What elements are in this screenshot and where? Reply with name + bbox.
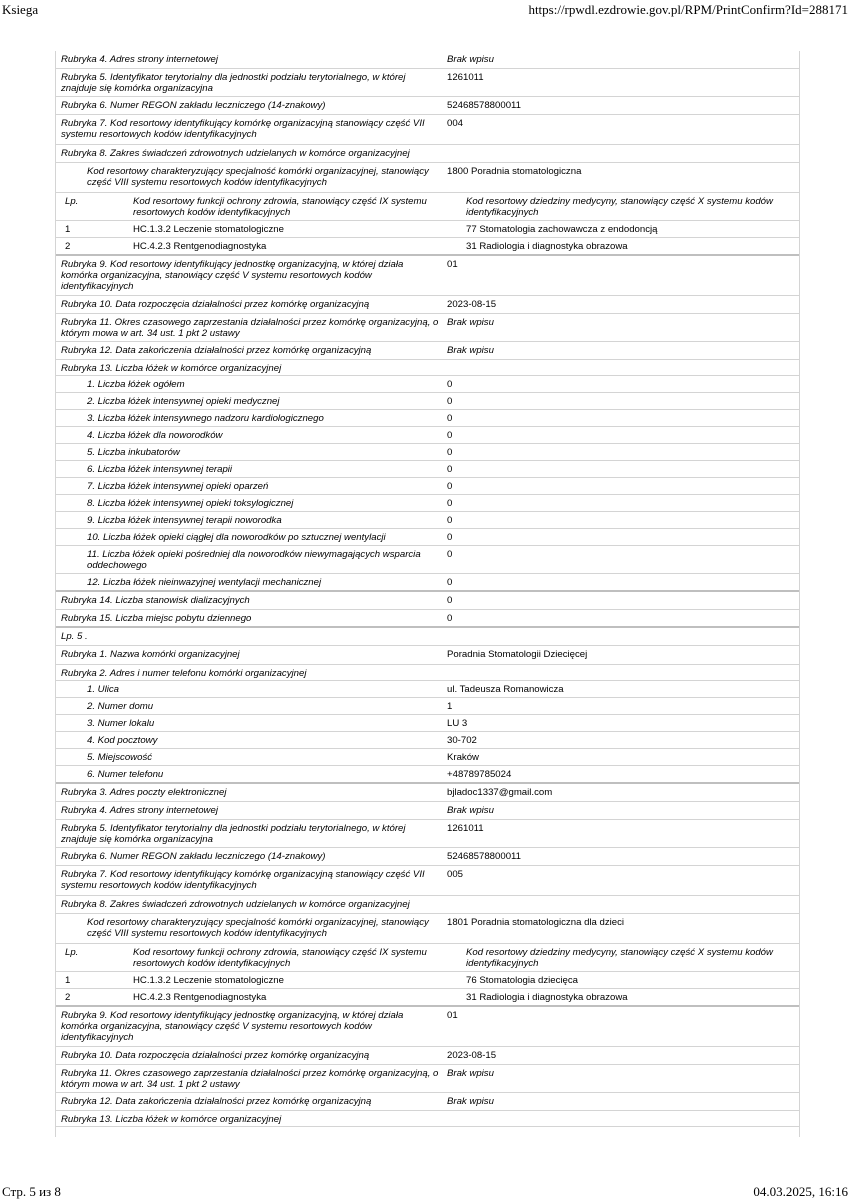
field-label: Kod resortowy charakteryzujący specjalność komórki organizacyjnej, stanowiący część VIII systemu resortowych kodów identyfikacyjnych bbox=[87, 917, 429, 939]
field-value: LU 3 bbox=[447, 718, 468, 729]
field-value: 1801 Poradnia stomatologiczna dla dzieci bbox=[447, 917, 625, 928]
field-label: 4. Liczba łóżek dla noworodków bbox=[87, 430, 223, 441]
field-label: 3. Numer lokalu bbox=[87, 718, 155, 729]
cell-ix: HC.4.2.3 Rentgenodiagnostyka bbox=[133, 241, 267, 252]
field-label: 7. Liczba łóżek intensywnej opieki oparzeń bbox=[87, 481, 269, 492]
field-label: Rubryka 8. Zakres świadczeń zdrowotnych udzielanych w komórce organizacyjnej bbox=[61, 899, 410, 910]
field-label: 5. Liczba inkubatorów bbox=[87, 447, 180, 458]
u4-rubryka-14 bbox=[56, 592, 799, 610]
field-value: 2023-08-15 bbox=[447, 299, 497, 310]
field-label: Rubryka 4. Adres strony internetowej bbox=[61, 805, 218, 816]
u5-rubryka-9 bbox=[56, 1007, 799, 1047]
field-value: 01 bbox=[447, 259, 458, 270]
field-value: 0 bbox=[447, 464, 453, 475]
table-row bbox=[56, 238, 799, 256]
table-row bbox=[56, 972, 799, 989]
u5-rubryka-11 bbox=[56, 1065, 799, 1093]
field-label: Rubryka 6. Numer REGON zakładu leczniczego (14-znakowy) bbox=[61, 100, 326, 111]
print-datetime: 04.03.2025, 16:16 bbox=[753, 1184, 848, 1199]
table-row bbox=[56, 221, 799, 238]
print-header bbox=[0, 0, 849, 20]
field-value: 0 bbox=[447, 577, 453, 588]
field-value: 0 bbox=[447, 447, 453, 458]
th-lp: Lp. bbox=[65, 196, 79, 207]
u5-rubryka-1 bbox=[56, 646, 799, 665]
list-item bbox=[56, 393, 799, 410]
field-value: Brak wpisu bbox=[447, 54, 494, 65]
field-value: 1 bbox=[447, 701, 453, 712]
list-item bbox=[56, 681, 799, 698]
u5-rubryka-5 bbox=[56, 820, 799, 848]
table-row bbox=[56, 989, 799, 1007]
field-label: Rubryka 6. Numer REGON zakładu leczniczego (14-znakowy) bbox=[61, 851, 326, 862]
field-value: Poradnia Stomatologii Dziecięcej bbox=[447, 649, 588, 660]
field-label: Rubryka 1. Nazwa komórki organizacyjnej bbox=[61, 649, 240, 660]
field-label: Rubryka 9. Kod resortowy identyfikujący jednostkę organizacyjną, w której działa komórka organizacyjna, stanowiący część V systemu resortowych kodów identyfikacyjnych bbox=[61, 1010, 404, 1043]
field-value: 0 bbox=[447, 498, 453, 509]
field-label: Rubryka 13. Liczba łóżek w komórce organizacyjnej bbox=[61, 363, 282, 374]
field-label: Rubryka 2. Adres i numer telefonu komórki organizacyjnej bbox=[61, 668, 307, 679]
cell-ix: HC.1.3.2 Leczenie stomatologiczne bbox=[133, 224, 284, 235]
cell-lp: 2 bbox=[65, 992, 71, 1003]
u4-rubryka-5 bbox=[56, 69, 799, 97]
field-label: 6. Liczba łóżek intensywnej terapii bbox=[87, 464, 233, 475]
th-lp: Lp. bbox=[65, 947, 79, 958]
field-label: 2. Liczba łóżek intensywnej opieki medycznej bbox=[87, 396, 280, 407]
u5-rubryka-3 bbox=[56, 784, 799, 802]
field-value: Brak wpisu bbox=[447, 1068, 494, 1079]
field-value: 004 bbox=[447, 118, 464, 129]
field-value: 0 bbox=[447, 379, 453, 390]
field-value: 0 bbox=[447, 396, 453, 407]
register-page bbox=[55, 51, 800, 1137]
field-label: Rubryka 12. Data zakończenia działalności przez komórkę organizacyjną bbox=[61, 1096, 372, 1107]
field-label: Rubryka 10. Data rozpoczęcia działalności przez komórkę organizacyjną bbox=[61, 1050, 370, 1061]
u4-rubryka-13 bbox=[56, 360, 799, 376]
u5-table-header bbox=[56, 944, 799, 972]
field-label: 2. Numer domu bbox=[87, 701, 154, 712]
field-label: Kod resortowy charakteryzujący specjalność komórki organizacyjnej, stanowiący część VIII systemu resortowych kodów identyfikacyjnych bbox=[87, 166, 429, 188]
u4-rubryka-7 bbox=[56, 115, 799, 145]
field-label: 6. Numer telefonu bbox=[87, 769, 164, 780]
field-value: 01 bbox=[447, 1010, 458, 1021]
list-item bbox=[56, 478, 799, 495]
field-label: Rubryka 7. Kod resortowy identyfikujący komórkę organizacyjną stanowiący część VII systemu resortowych kodów identyfikacyjnych bbox=[61, 869, 425, 891]
field-label: Rubryka 13. Liczba łóżek w komórce organizacyjnej bbox=[61, 1114, 282, 1125]
field-value: 0 bbox=[447, 549, 453, 560]
u4-rubryka-6 bbox=[56, 97, 799, 115]
field-value: 1261011 bbox=[447, 72, 484, 83]
u5-rubryka-7 bbox=[56, 866, 799, 896]
field-value: 0 bbox=[447, 595, 453, 606]
cell-x: 31 Radiologia i diagnostyka obrazowa bbox=[466, 992, 628, 1003]
field-label: Rubryka 7. Kod resortowy identyfikujący komórkę organizacyjną stanowiący część VII systemu resortowych kodów identyfikacyjnych bbox=[61, 118, 425, 140]
field-label: 1. Liczba łóżek ogółem bbox=[87, 379, 185, 390]
field-value: Kraków bbox=[447, 752, 479, 763]
field-value: 005 bbox=[447, 869, 464, 880]
field-value: 30-702 bbox=[447, 735, 477, 746]
list-item bbox=[56, 461, 799, 478]
field-value: 0 bbox=[447, 515, 453, 526]
field-value: 0 bbox=[447, 532, 453, 543]
field-value: 0 bbox=[447, 413, 453, 424]
field-value: 1800 Poradnia stomatologiczna bbox=[447, 166, 582, 177]
field-value: 0 bbox=[447, 613, 453, 624]
list-item bbox=[56, 512, 799, 529]
u4-rubryka-8 bbox=[56, 145, 799, 163]
cell-x: 76 Stomatologia dziecięca bbox=[466, 975, 578, 986]
field-value: Brak wpisu bbox=[447, 1096, 494, 1107]
field-label: 8. Liczba łóżek intensywnej opieki toksylogicznej bbox=[87, 498, 294, 509]
u5-rubryka-13 bbox=[56, 1111, 799, 1127]
field-label: 9. Liczba łóżek intensywnej terapii noworodka bbox=[87, 515, 282, 526]
u4-rubryka-12 bbox=[56, 342, 799, 360]
list-item bbox=[56, 766, 799, 784]
field-label: Rubryka 9. Kod resortowy identyfikujący jednostkę organizacyjną, w której działa komórka organizacyjna, stanowiący część V systemu resortowych kodów identyfikacyjnych bbox=[61, 259, 404, 292]
field-value: 2023-08-15 bbox=[447, 1050, 497, 1061]
field-value: 52468578800011 bbox=[447, 100, 521, 111]
cell-lp: 2 bbox=[65, 241, 71, 252]
field-label: Rubryka 12. Data zakończenia działalności przez komórkę organizacyjną bbox=[61, 345, 372, 356]
list-item bbox=[56, 574, 799, 592]
u5-spec-code bbox=[56, 914, 799, 944]
list-item bbox=[56, 427, 799, 444]
page-number: Стр. 5 из 8 bbox=[2, 1184, 61, 1199]
u5-rubryka-12 bbox=[56, 1093, 799, 1111]
list-item bbox=[56, 529, 799, 546]
print-url: https://rpwdl.ezdrowie.gov.pl/RPM/PrintConfirm?Id=288171 bbox=[528, 2, 848, 17]
field-label: Rubryka 15. Liczba miejsc pobytu dziennego bbox=[61, 613, 252, 624]
list-item bbox=[56, 444, 799, 461]
cell-ix: HC.1.3.2 Leczenie stomatologiczne bbox=[133, 975, 284, 986]
field-label: 1. Ulica bbox=[87, 684, 119, 695]
u4-rubryka-4 bbox=[56, 51, 799, 69]
field-label: 3. Liczba łóżek intensywnego nadzoru kardiologicznego bbox=[87, 413, 324, 424]
field-label: Rubryka 11. Okres czasowego zaprzestania działalności przez komórkę organizacyjną, o którym mowa w art. 34 ust. 1 pkt 2 ustawy bbox=[61, 1068, 439, 1090]
field-label: Rubryka 10. Data rozpoczęcia działalności przez komórkę organizacyjną bbox=[61, 299, 370, 310]
field-label: 11. Liczba łóżek opieki pośredniej dla noworodków niewymagających wsparcia oddechowego bbox=[87, 549, 421, 571]
field-label: Rubryka 14. Liczba stanowisk dializacyjnych bbox=[61, 595, 250, 606]
u5-rubryka-2 bbox=[56, 665, 799, 681]
field-label: 4. Kod pocztowy bbox=[87, 735, 158, 746]
u4-rubryka-10 bbox=[56, 296, 799, 314]
u5-rubryka-6 bbox=[56, 848, 799, 866]
list-item bbox=[56, 376, 799, 393]
field-value: 0 bbox=[447, 430, 453, 441]
field-value: ul. Tadeusza Romanowicza bbox=[447, 684, 564, 695]
list-item bbox=[56, 495, 799, 512]
field-value: Brak wpisu bbox=[447, 345, 494, 356]
field-label: Rubryka 3. Adres poczty elektronicznej bbox=[61, 787, 227, 798]
field-label: Rubryka 5. Identyfikator terytorialny dla jednostki podziału terytorialnego, w której znajduje się komórka organizacyjna bbox=[61, 72, 406, 94]
u4-rubryka-11 bbox=[56, 314, 799, 342]
cell-ix: HC.4.2.3 Rentgenodiagnostyka bbox=[133, 992, 267, 1003]
th-x: Kod resortowy dziedziny medycyny, stanowiący część X systemu kodów identyfikacyjnych bbox=[466, 947, 773, 969]
u5-rubryka-8 bbox=[56, 896, 799, 914]
field-label: Rubryka 8. Zakres świadczeń zdrowotnych udzielanych w komórce organizacyjnej bbox=[61, 148, 410, 159]
unit-number: Lp. 5 . bbox=[61, 631, 88, 642]
field-value: 1261011 bbox=[447, 823, 484, 834]
u5-rubryka-10 bbox=[56, 1047, 799, 1065]
field-value: 0 bbox=[447, 481, 453, 492]
u5-rubryka-4 bbox=[56, 802, 799, 820]
cell-lp: 1 bbox=[65, 975, 71, 986]
field-label: Rubryka 5. Identyfikator terytorialny dla jednostki podziału terytorialnego, w której znajduje się komórka organizacyjna bbox=[61, 823, 406, 845]
cell-lp: 1 bbox=[65, 224, 71, 235]
field-label: 12. Liczba łóżek nieinwazyjnej wentylacji mechanicznej bbox=[87, 577, 322, 588]
list-item bbox=[56, 715, 799, 732]
u4-spec-code bbox=[56, 163, 799, 193]
field-label: 5. Miejscowość bbox=[87, 752, 153, 763]
field-label: Rubryka 4. Adres strony internetowej bbox=[61, 54, 218, 65]
field-label: Rubryka 11. Okres czasowego zaprzestania działalności przez komórkę organizacyjną, o którym mowa w art. 34 ust. 1 pkt 2 ustawy bbox=[61, 317, 439, 339]
list-item bbox=[56, 732, 799, 749]
field-label: 10. Liczba łóżek opieki ciągłej dla noworodków po sztucznej wentylacji bbox=[87, 532, 386, 543]
cell-x: 77 Stomatologia zachowawcza z endodoncją bbox=[466, 224, 658, 235]
field-value: 52468578800011 bbox=[447, 851, 521, 862]
list-item bbox=[56, 546, 799, 574]
u4-rubryka-15 bbox=[56, 610, 799, 628]
th-ix: Kod resortowy funkcji ochrony zdrowia, stanowiący część IX systemu resortowych kodów identyfikacyjnych bbox=[133, 196, 427, 218]
th-x: Kod resortowy dziedziny medycyny, stanowiący część X systemu kodów identyfikacyjnych bbox=[466, 196, 773, 218]
field-value: Brak wpisu bbox=[447, 805, 494, 816]
list-item bbox=[56, 749, 799, 766]
list-item bbox=[56, 410, 799, 427]
cell-x: 31 Radiologia i diagnostyka obrazowa bbox=[466, 241, 628, 252]
print-title: Ksiega bbox=[2, 2, 39, 17]
u4-rubryka-9 bbox=[56, 256, 799, 296]
field-value: +48789785024 bbox=[447, 769, 512, 780]
u5-lp bbox=[56, 628, 799, 646]
field-value: bjladoc1337@gmail.com bbox=[447, 787, 553, 798]
u4-table-header bbox=[56, 193, 799, 221]
field-value: Brak wpisu bbox=[447, 317, 494, 328]
list-item bbox=[56, 698, 799, 715]
th-ix: Kod resortowy funkcji ochrony zdrowia, stanowiący część IX systemu resortowych kodów identyfikacyjnych bbox=[133, 947, 427, 969]
